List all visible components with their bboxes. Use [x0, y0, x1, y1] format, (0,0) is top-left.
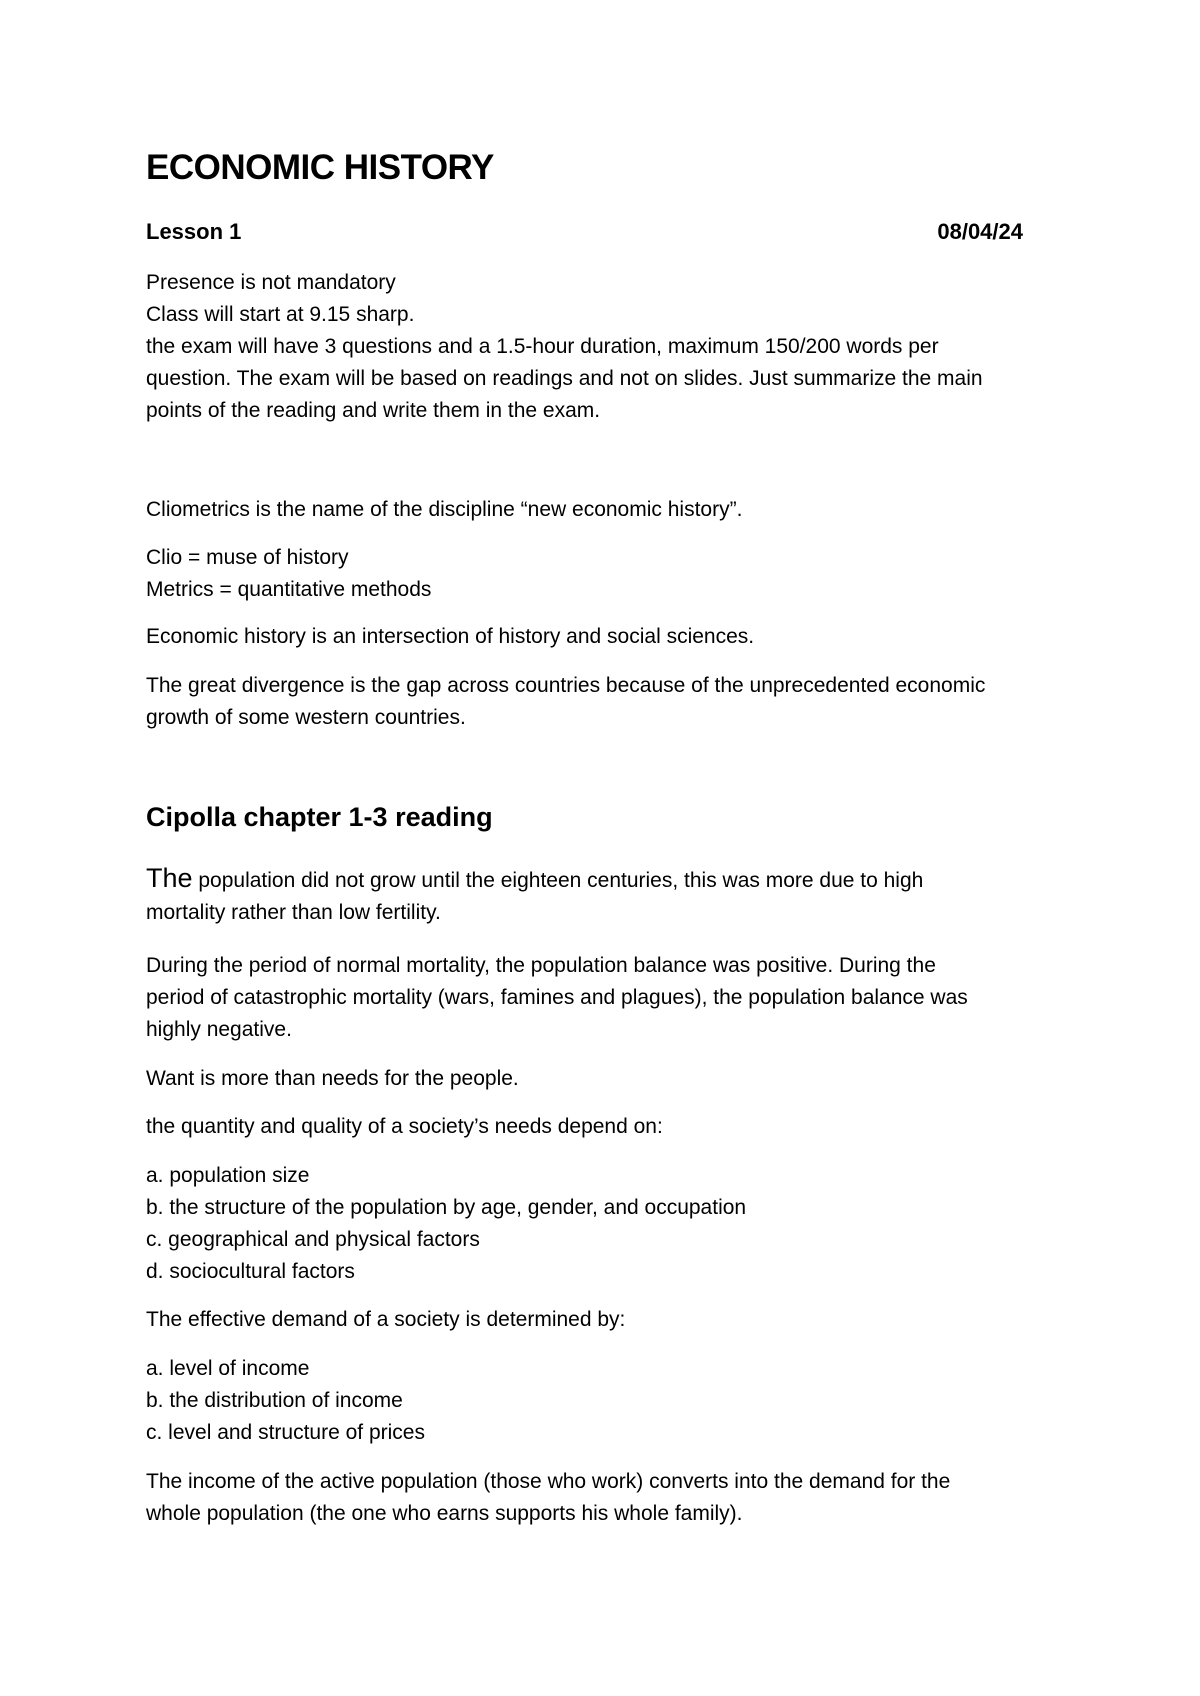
lesson-date: 08/04/24: [937, 219, 1023, 244]
text-line: Class will start at 9.15 sharp.: [146, 303, 415, 326]
document-title: ECONOMIC HISTORY: [146, 148, 494, 187]
text-line: the exam will have 3 questions and a 1.5-hour duration, maximum 150/200 words per: [146, 335, 939, 358]
needs-intro: the quantity and quality of a society’s needs depend on:: [146, 1115, 663, 1138]
intro-paragraph: [146, 267, 983, 427]
demand-intro: The effective demand of a society is determined by:: [146, 1308, 626, 1331]
text-line: period of catastrophic mortality (wars, famines and plagues), the population balance was: [146, 986, 968, 1009]
divergence-paragraph: [146, 670, 985, 734]
drop-word: The: [146, 863, 193, 893]
list-item: a. population size: [146, 1164, 310, 1187]
text-line: whole population (the one who earns supports his whole family).: [146, 1502, 743, 1525]
text-line: points of the reading and write them in the exam.: [146, 399, 601, 422]
list-item: b. the structure of the population by age, gender, and occupation: [146, 1196, 747, 1219]
want-paragraph: Want is more than needs for the people.: [146, 1067, 519, 1090]
lesson-header: [146, 219, 1023, 245]
text-line: The great divergence is the gap across countries because of the unprecedented economic: [146, 674, 986, 697]
clio-definitions: [146, 542, 431, 606]
text-line: During the period of normal mortality, the population balance was positive. During the: [146, 954, 936, 977]
needs-list: [146, 1160, 746, 1288]
list-item: c. level and structure of prices: [146, 1421, 425, 1444]
text-line: Presence is not mandatory: [146, 271, 396, 294]
cliometrics-paragraph: Cliometrics is the name of the discipline “new economic history”.: [146, 498, 743, 521]
mortality-paragraph: [146, 950, 968, 1046]
section-heading: Cipolla chapter 1-3 reading: [146, 802, 493, 832]
income-paragraph: [146, 1466, 950, 1530]
text-line: The population did not grow until the eighteen centuries, this was more due to high: [146, 863, 924, 893]
text-line: The income of the active population (those who work) converts into the demand for the: [146, 1470, 951, 1493]
list-item: d. sociocultural factors: [146, 1260, 355, 1283]
text-line: question. The exam will be based on readings and not on slides. Just summarize the main: [146, 367, 983, 390]
text-line: mortality rather than low fertility.: [146, 901, 441, 924]
lesson-label: Lesson 1: [146, 219, 242, 244]
text-line: Clio = muse of history: [146, 546, 349, 569]
text-line: highly negative.: [146, 1018, 292, 1041]
list-item: c. geographical and physical factors: [146, 1228, 480, 1251]
intersection-paragraph: Economic history is an intersection of history and social sciences.: [146, 625, 755, 648]
population-paragraph: [146, 862, 923, 929]
text-line: growth of some western countries.: [146, 706, 466, 729]
list-item: a. level of income: [146, 1357, 310, 1380]
list-item: b. the distribution of income: [146, 1389, 403, 1412]
text-line: Metrics = quantitative methods: [146, 578, 432, 601]
demand-list: [146, 1353, 425, 1449]
